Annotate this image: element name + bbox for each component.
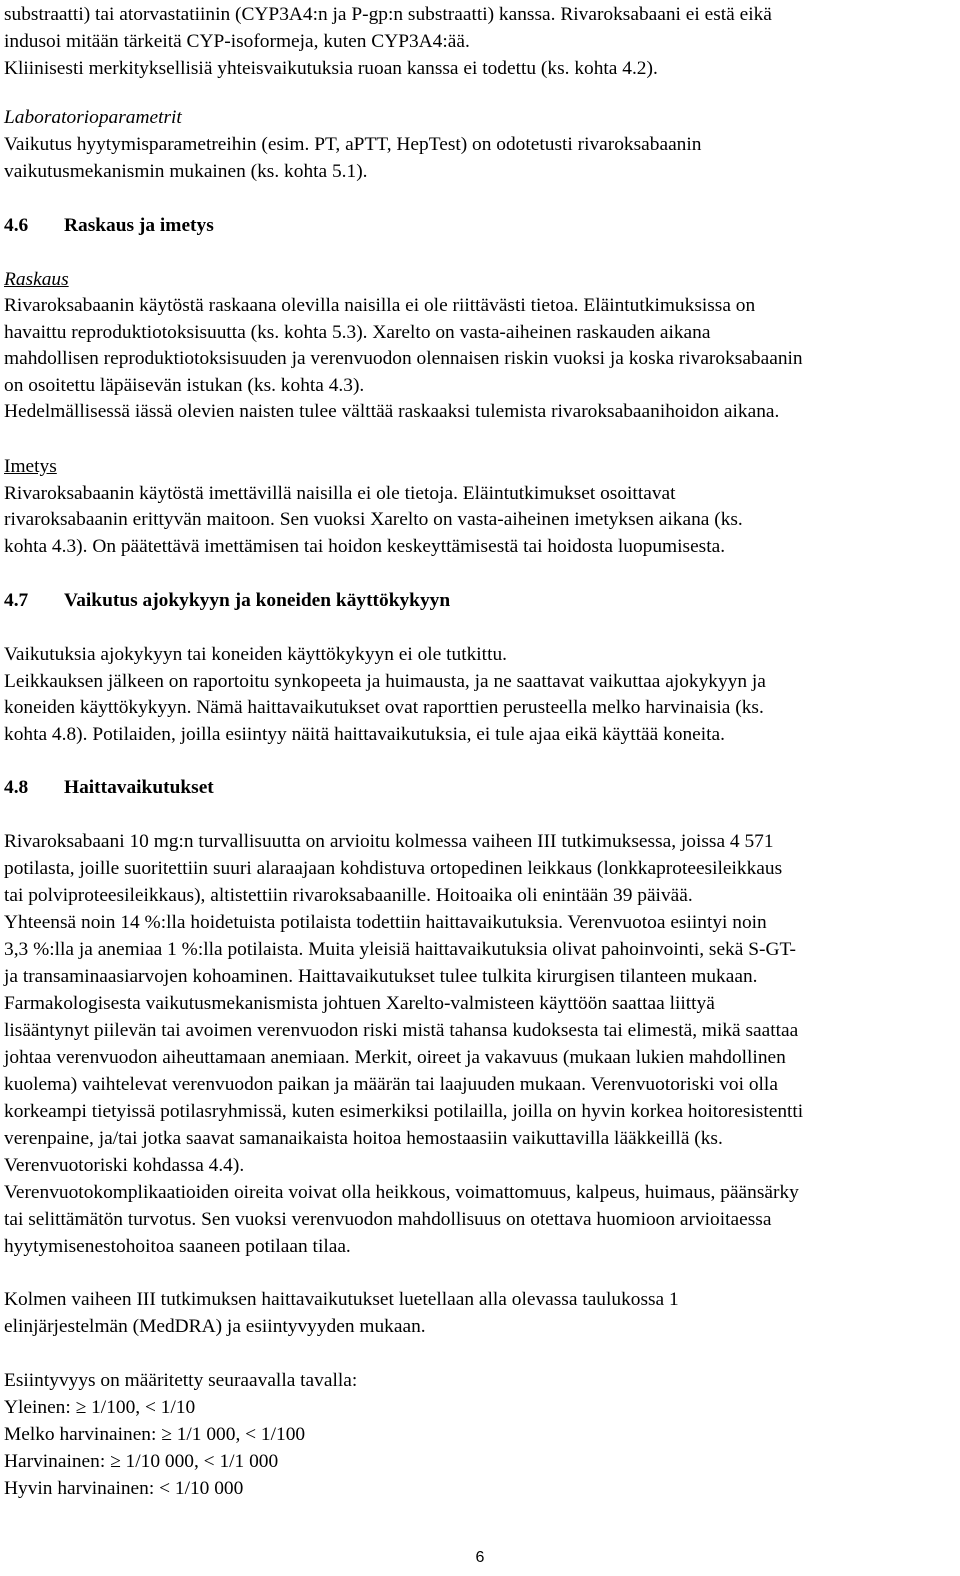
body-text-line: kohta 4.3). On päätettävä imettämisen tai hoidon keskeyttämisestä tai hoidosta luopumisesta. <box>4 536 726 557</box>
section-number: 4.7 <box>4 590 29 611</box>
body-text-line: tai selittämätön turvotus. Sen vuoksi verenvuodon mahdollisuus on otettava huomioon arvioitaessa <box>4 1209 772 1230</box>
body-text-line: Vaikutuksia ajokykyyn tai koneiden käyttökykyyn ei ole tutkittu. <box>4 644 508 665</box>
section-number: 4.6 <box>4 215 29 236</box>
body-text-line: johtaa verenvuodon aiheuttamaan anemiaan. Merkit, oireet ja vakavuus (mukaan lukien mahdollinen <box>4 1047 786 1068</box>
body-text-line: Hedelmällisessä iässä olevien naisten tulee välttää raskaaksi tulemista rivaroksabaanihoidon aikana. <box>4 401 780 422</box>
body-text-line: rivaroksabaanin erittyvän maitoon. Sen vuoksi Xarelto on vasta-aiheinen imetyksen aikana (ks. <box>4 509 743 530</box>
body-text-line: kohta 4.8). Potilaiden, joilla esiintyy näitä haittavaikutuksia, ei tule ajaa eikä käyttää koneita. <box>4 724 726 745</box>
body-text-line: Verenvuotoriski kohdassa 4.4). <box>4 1155 245 1176</box>
body-text-line: verenpaine, ja/tai jotka saavat samanaikaista hoitoa hemostaasiin vaikuttavilla lääkkeillä (ks. <box>4 1128 723 1149</box>
section-heading-4-7 <box>4 587 450 614</box>
body-text-line: koneiden käyttökykyyn. Nämä haittavaikutukset ovat raporttien perusteella melko harvinaisia (ks. <box>4 697 764 718</box>
body-text-line: kuolema) vaihtelevat verenvuodon paikan ja määrän tai laajuuden mukaan. Verenvuotoriski voi olla <box>4 1074 778 1095</box>
body-text-line: elinjärjestelmän (MedDRA) ja esiintyvyyden mukaan. <box>4 1316 426 1337</box>
body-text-line: lisääntynyt piilevän tai avoimen verenvuodon riski mistä tahansa kudoksesta tai elimestä, mikä saattaa <box>4 1020 799 1041</box>
body-text-line: Kliinisesti merkityksellisiä yhteisvaikutuksia ruoan kanssa ei todettu (ks. kohta 4.2). <box>4 58 658 79</box>
frequency-item: Hyvin harvinainen: < 1/10 000 <box>4 1478 244 1499</box>
body-text-line: Verenvuotokomplikaatioiden oireita voivat olla heikkous, voimattomuus, kalpeus, huimaus, päänsärky <box>4 1182 799 1203</box>
section-heading-4-8 <box>4 774 214 801</box>
subsection-heading-pregnancy: Raskaus <box>4 269 69 290</box>
frequency-intro: Esiintyvyys on määritetty seuraavalla tavalla: <box>4 1370 358 1391</box>
section-number: 4.8 <box>4 777 29 798</box>
body-text-line: Kolmen vaiheen III tutkimuksen haittavaikutukset luetellaan alla olevassa taulukossa 1 <box>4 1289 679 1310</box>
body-text-line: ja transaminaasiarvojen kohoaminen. Haittavaikutukset tulee tulkita kirurgisen tilanteen mukaan. <box>4 966 758 987</box>
body-text-line: 3,3 %:lla ja anemiaa 1 %:lla potilaista. Muita yleisiä haittavaikutuksia olivat pahoinvointi, sekä S-GT- <box>4 939 796 960</box>
body-text-line: vaikutusmekanismin mukainen (ks. kohta 5.1). <box>4 161 368 182</box>
page-number: 6 <box>475 1549 485 1566</box>
frequency-item: Harvinainen: ≥ 1/10 000, < 1/1 000 <box>4 1451 279 1472</box>
body-text-line: Yhteensä noin 14 %:lla hoidetuista potilaista todettiin haittavaikutuksia. Verenvuotoa esiintyi noin <box>4 912 767 933</box>
body-text-line: indusoi mitään tärkeitä CYP-isoformeja, kuten CYP3A4:ää. <box>4 31 470 52</box>
body-text-line: substraatti) tai atorvastatiinin (CYP3A4:n ja P-gp:n substraatti) kanssa. Rivaroksabaani ei estä eikä <box>4 4 772 25</box>
body-text-line: Rivaroksabaanin käytöstä raskaana olevilla naisilla ei ole riittävästi tietoa. Eläintutkimuksissa on <box>4 295 756 316</box>
body-text-line: Leikkauksen jälkeen on raportoitu synkopeeta ja huimausta, ja ne saattavat vaikuttaa ajokykyyn ja <box>4 671 766 692</box>
body-text-line: havaittu reproduktiotoksisuutta (ks. kohta 5.3). Xarelto on vasta-aiheinen raskauden aikana <box>4 322 711 343</box>
body-text-line: hyytymisenestohoitoa saaneen potilaan tilaa. <box>4 1236 351 1257</box>
body-text-line: tai polviproteesileikkaus), altistettiin rivaroksabaanille. Hoitoaika oli enintään 39 päivää. <box>4 885 693 906</box>
body-text-line: on osoitettu läpäisevän istukan (ks. kohta 4.3). <box>4 375 365 396</box>
section-title: Raskaus ja imetys <box>64 215 214 236</box>
section-heading-4-6 <box>4 212 214 239</box>
body-text-line: Vaikutus hyytymisparametreihin (esim. PT, aPTT, HepTest) on odotetusti rivaroksabaanin <box>4 134 702 155</box>
subsection-heading-laboratory: Laboratorioparametrit <box>4 107 182 128</box>
body-text-line: Rivaroksabaanin käytöstä imettävillä naisilla ei ole tietoja. Eläintutkimukset osoittavat <box>4 483 676 504</box>
body-text-line: mahdollisen reproduktiotoksisuuden ja verenvuodon olennaisen riskin vuoksi ja koska rivaroksabaanin <box>4 348 803 369</box>
section-title: Vaikutus ajokykyyn ja koneiden käyttökykyyn <box>64 590 451 611</box>
frequency-item: Melko harvinainen: ≥ 1/1 000, < 1/100 <box>4 1424 306 1445</box>
body-text-line: korkeampi tietyissä potilasryhmissä, kuten esimerkiksi potilailla, joilla on hyvin korkea hoitoresistentti <box>4 1101 804 1122</box>
section-title: Haittavaikutukset <box>64 777 214 798</box>
frequency-item: Yleinen: ≥ 1/100, < 1/10 <box>4 1397 196 1418</box>
subsection-heading-lactation: Imetys <box>4 456 57 477</box>
body-text-line: Rivaroksabaani 10 mg:n turvallisuutta on arvioitu kolmessa vaiheen III tutkimuksessa, joissa 4 571 <box>4 831 774 852</box>
body-text-line: Farmakologisesta vaikutusmekanismista johtuen Xarelto-valmisteen käyttöön saattaa liittyä <box>4 993 715 1014</box>
body-text-line: potilasta, joille suoritettiin suuri alaraajaan kohdistuva ortopedinen leikkaus (lonkkaproteesileikkaus <box>4 858 783 879</box>
